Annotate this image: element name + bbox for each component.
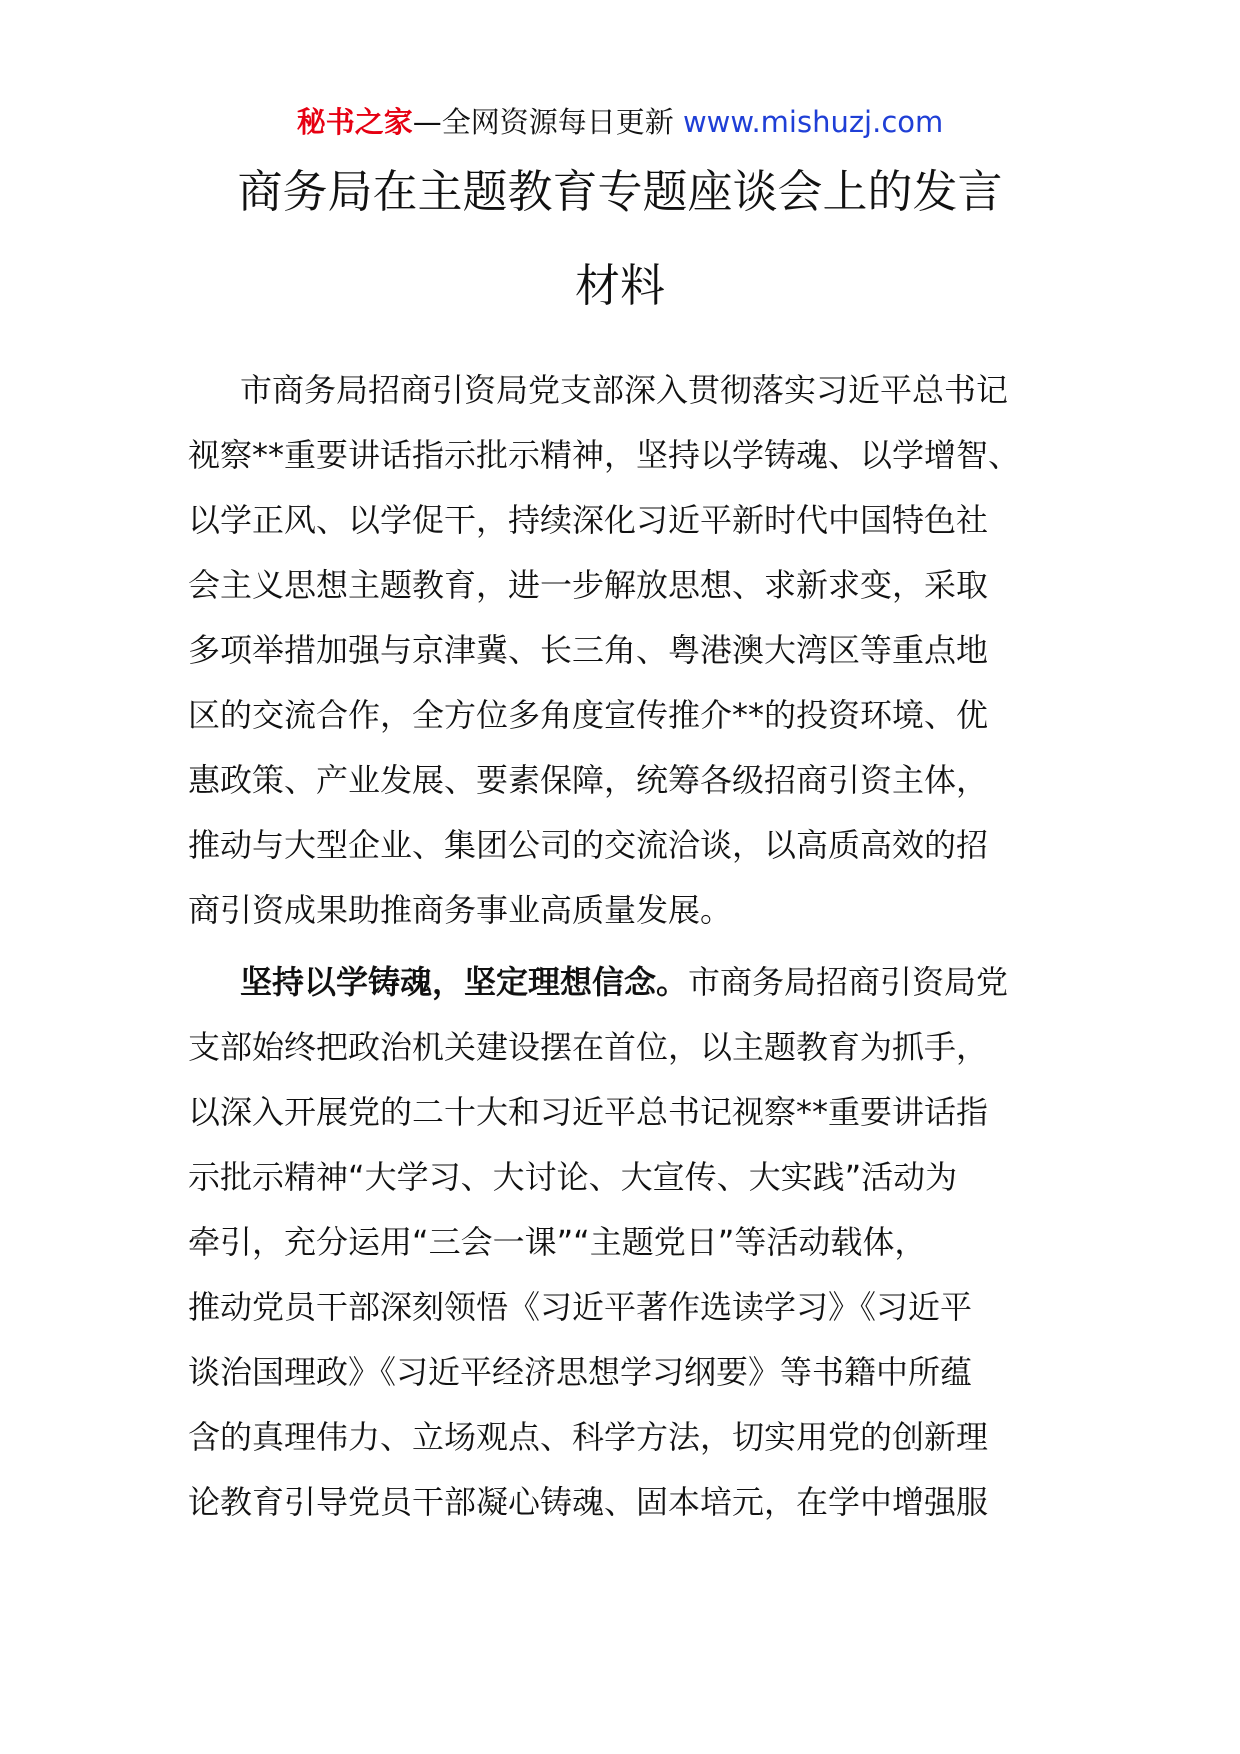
header-slogan: —全网资源每日更新 <box>412 105 674 139</box>
section-heading: 坚持以学铸魂，坚定理想信念。 <box>240 963 689 1001</box>
paragraph-line: 以深入开展党的二十大和习近平总书记视察**重要讲话指 <box>188 1093 989 1131</box>
paragraph-line: 会主义思想主题教育，进一步解放思想、求新求变，采取 <box>188 566 989 604</box>
document-title-line-1: 商务局在主题教育专题座谈会上的发言 <box>237 165 1003 218</box>
brand-name: 秘书之家 <box>296 105 413 139</box>
paragraph-line: 谈治国理政》《习近平经济思想学习纲要》等书籍中所蕴 <box>188 1353 973 1391</box>
paragraph-line: 以学正风、以学促干，持续深化习近平新时代中国特色社 <box>188 501 989 539</box>
paragraph-line: 支部始终把政治机关建设摆在首位，以主题教育为抓手， <box>188 1028 989 1066</box>
paragraph-line: 商引资成果助推商务事业高质量发展。 <box>188 891 733 929</box>
paragraph-line: 惠政策、产业发展、要素保障，统筹各级招商引资主体， <box>188 761 989 799</box>
paragraph-line: 论教育引导党员干部凝心铸魂、固本培元，在学中增强服 <box>188 1483 989 1521</box>
paragraph-line: 视察**重要讲话指示批示精神，坚持以学铸魂、以学增智、 <box>188 436 1021 474</box>
paragraph-line: 多项举措加强与京津冀、长三角、粤港澳大湾区等重点地 <box>188 631 989 669</box>
paragraph-first-line <box>188 950 1068 1015</box>
paragraph-line: 牵引，充分运用“三会一课”“主题党日”等活动载体， <box>188 1223 927 1261</box>
document-title-line-2: 材料 <box>574 259 665 312</box>
header-url-link[interactable]: www.mishuzj.com <box>682 105 944 139</box>
paragraph-line: 区的交流合作，全方位多角度宣传推介**的投资环境、优 <box>188 696 989 734</box>
paragraph-line: 示批示精神“大学习、大讨论、大宣传、大实践”活动为 <box>188 1158 958 1196</box>
paragraph-line: 推动党员干部深刻领悟《习近平著作选读学习》《习近平 <box>188 1288 973 1326</box>
paragraph-2 <box>188 950 1068 1535</box>
paragraph-line-rest: 市商务局招商引资局党 <box>688 963 1009 1001</box>
paragraph-line: 推动与大型企业、集团公司的交流洽谈，以高质高效的招 <box>188 826 989 864</box>
paragraph-1 <box>188 358 1068 943</box>
paragraph-line: 含的真理伟力、立场观点、科学方法，切实用党的创新理 <box>188 1418 989 1456</box>
paragraph-line: 市商务局招商引资局党支部深入贯彻落实习近平总书记 <box>240 371 1009 409</box>
site-header <box>0 102 1240 142</box>
